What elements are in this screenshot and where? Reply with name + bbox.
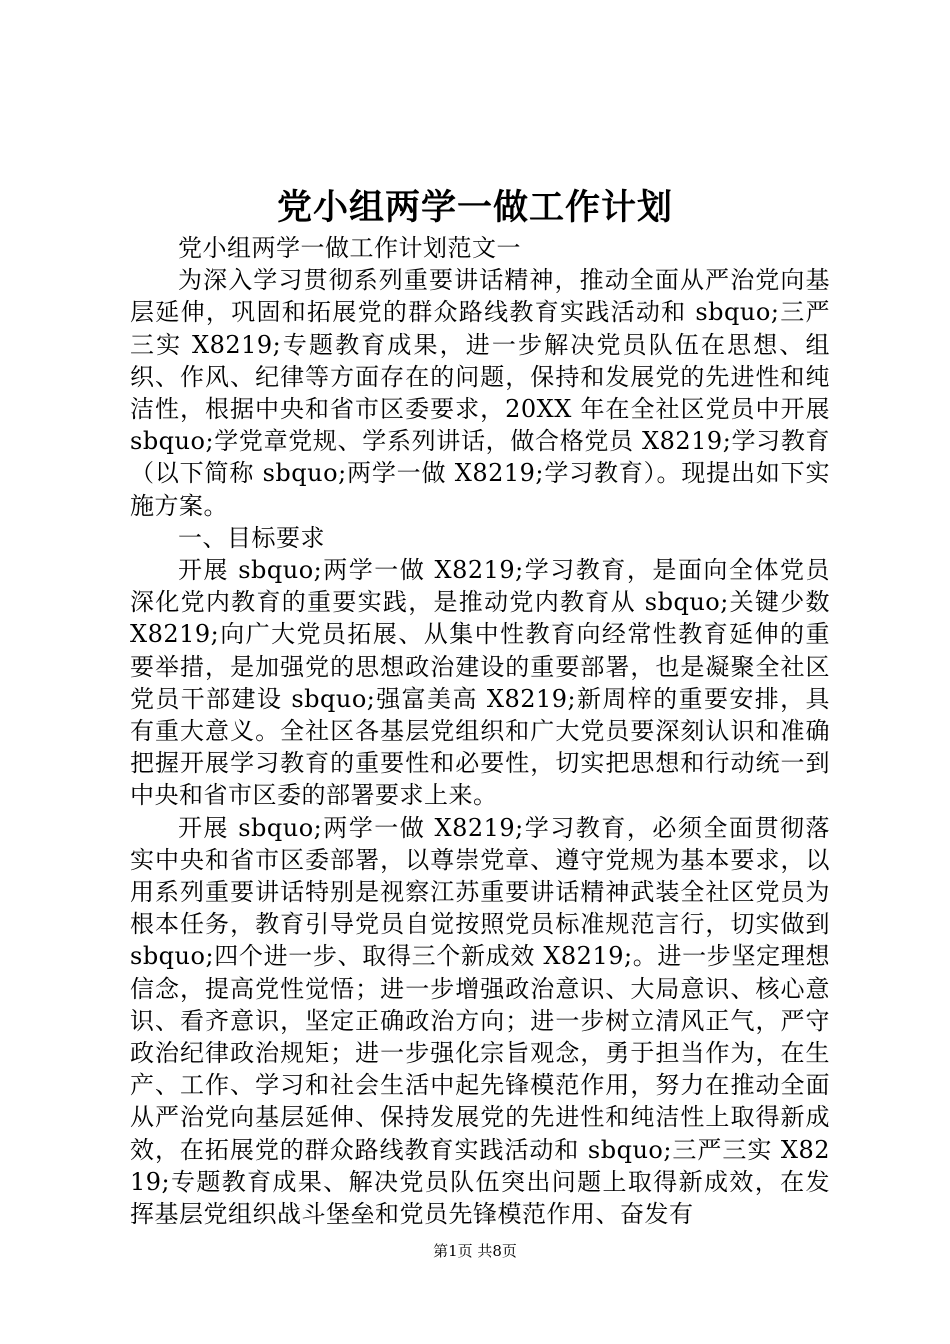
page-footer: 第1页 共8页	[433, 1242, 517, 1260]
paragraph-subtitle: 党小组两学一做工作计划范文一	[178, 234, 521, 262]
paragraph-goals-2: 开展 sbquo;两学一做 X8219;学习教育，必须全面贯彻落实中央和省市区委部署，以尊崇党章、遵守党规为基本要求，以用系列重要讲话特别是视察江苏重要讲话精神武装全社区党员为根本任务，教育引导党员自觉按照党员标准规范言行，切实做到 sbquo;四个进一步、取得三个新成效 X8219;。进一步坚定理想信念，提高党性觉悟；进一步增强政治意识、大局意识、核心意识、看齐意识，坚定正确政治方向；进一步树立清风正气，严守政治纪律政治规矩；进一步强化宗旨观念，勇于担当作为，在生产、工作、学习和社会生活中起先锋模范作用，努力在推动全面从严治党向基层延伸、保持发展党的先进性和纯洁性上取得新成效，在拓展党的群众路线教育实践活动和 sbquo;三严三实 X8219;专题教育成果、解决党员队伍突出问题上取得新成效，在发挥基层党组织战斗堡垒和党员先锋模范作用、奋发有	[130, 813, 830, 1229]
document-title: 党小组两学一做工作计划	[276, 188, 673, 228]
paragraph-goals-1: 开展 sbquo;两学一做 X8219;学习教育，是面向全体党员深化党内教育的重要实践，是推动党内教育从 sbquo;关键少数 X8219;向广大党员拓展、从集中性教育向经常性教育延伸的重要举措，是加强党的思想政治建设的重要部署，也是凝聚全社区党员干部建设 sbquo;强富美高 X8219;新周梓的重要安排，具有重大意义。全社区各基层党组织和广大党员要深刻认识和准确把握开展学习教育的重要性和必要性，切实把思想和行动统一到中央和省市区委的部署要求上来。	[130, 556, 830, 810]
section-heading-goals: 一、目标要求	[178, 523, 325, 552]
paragraph-intro: 为深入学习贯彻系列重要讲话精神，推动全面从严治党向基层延伸，巩固和拓展党的群众路线教育实践活动和 sbquo;三严三实 X8219;专题教育成果，进一步解决党员队伍在思想、组织、作风、纪律等方面存在的问题，保持和发展党的先进性和纯洁性，根据中央和省市区委要求，20XX 年在全社区党员中开展 sbquo;学党章党规、学系列讲话，做合格党员 X8219;学习教育（以下简称 sbquo;两学一做 X8219;学习教育）。现提出如下实施方案。	[130, 266, 830, 520]
document-body	[130, 232, 830, 1230]
